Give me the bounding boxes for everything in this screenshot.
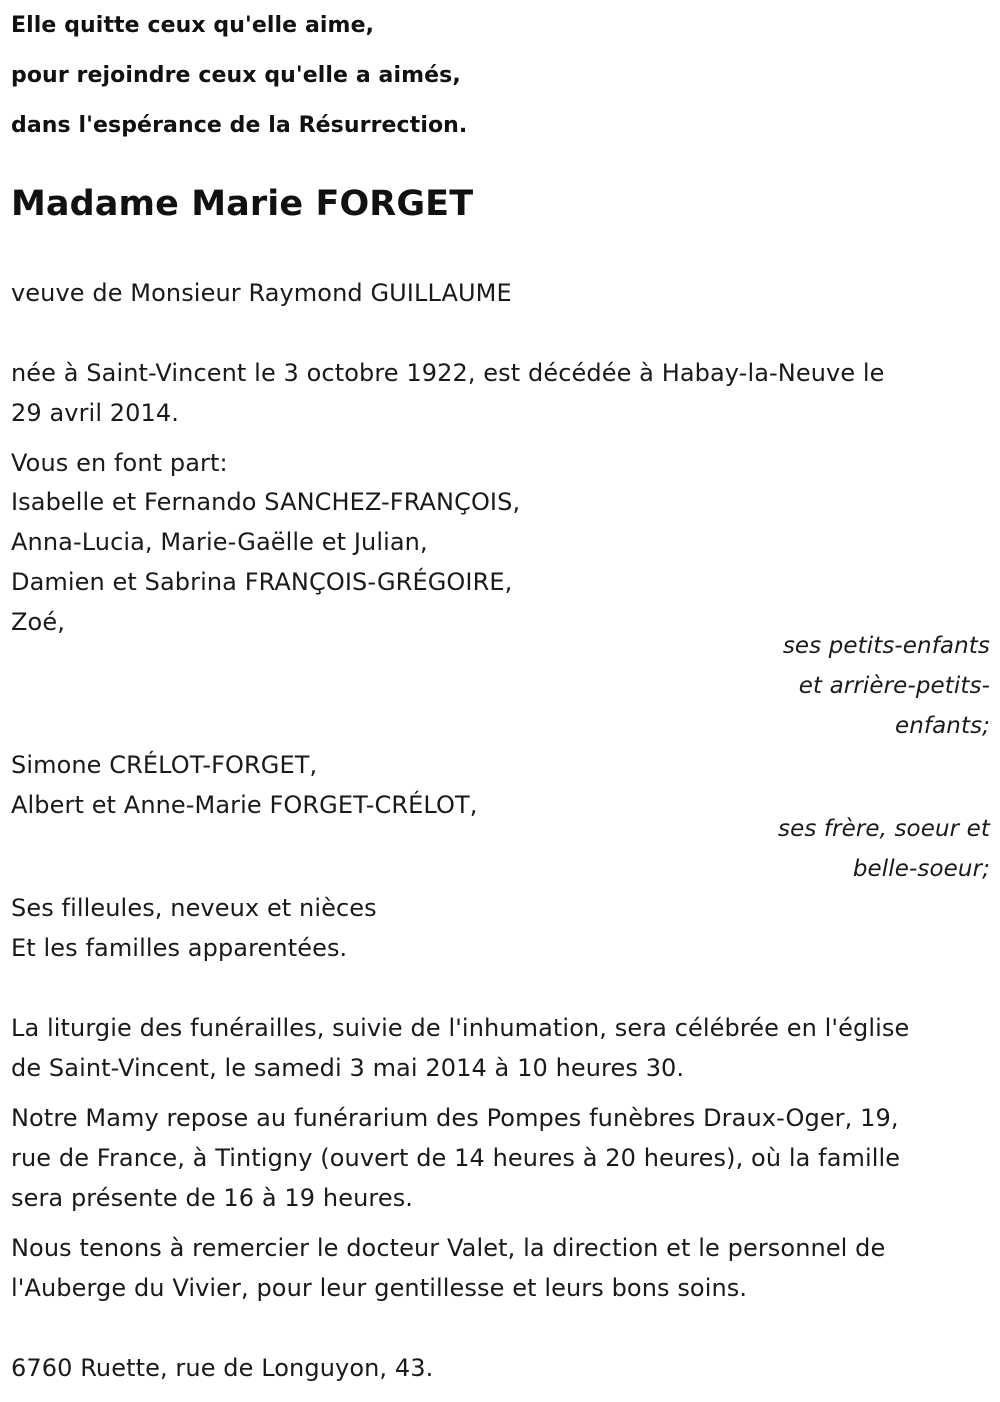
epitaph-line-3: dans l'espérance de la Résurrection. xyxy=(11,113,468,138)
thanks-line-2: l'Auberge du Vivier, pour leur gentillesse et leurs bons soins. xyxy=(11,1274,748,1302)
grandchildren-role-line-1: ses petits-enfants xyxy=(782,633,990,659)
deceased-name: Madame Marie FORGET xyxy=(11,184,474,224)
birth-death-line-1: née à Saint-Vincent le 3 octobre 1922, est décédée à Habay-la-Neuve le xyxy=(11,359,885,387)
funeral-home-line-3: sera présente de 16 à 19 heures. xyxy=(11,1184,414,1212)
grandchild-line-1: Isabelle et Fernando SANCHEZ-FRANÇOIS, xyxy=(11,488,521,516)
others-line-1: Ses filleules, neveux et nièces xyxy=(11,894,377,922)
grandchildren-role-line-2: et arrière-petits- xyxy=(798,673,990,699)
grandchildren-role-line-3: enfants; xyxy=(894,713,990,739)
siblings-role-line-2: belle-soeur; xyxy=(852,856,990,882)
announcers-intro: Vous en font part: xyxy=(11,449,228,477)
thanks-line-1: Nous tenons à remercier le docteur Valet, la direction et le personnel de xyxy=(11,1234,886,1262)
epitaph-line-1: Elle quitte ceux qu'elle aime, xyxy=(11,13,375,38)
siblings-role-line-1: ses frère, soeur et xyxy=(778,816,990,842)
grandchild-line-4: Zoé, xyxy=(11,608,65,636)
funeral-home-line-1: Notre Mamy repose au funérarium des Pompes funèbres Draux-Oger, 19, xyxy=(11,1104,899,1132)
liturgy-line-2: de Saint-Vincent, le samedi 3 mai 2014 à 10 heures 30. xyxy=(11,1054,685,1082)
others-line-2: Et les familles apparentées. xyxy=(11,934,348,962)
funeral-home-line-2: rue de France, à Tintigny (ouvert de 14 heures à 20 heures), où la famille xyxy=(11,1144,901,1172)
grandchild-line-3: Damien et Sabrina FRANÇOIS-GRÉGOIRE, xyxy=(11,568,513,596)
widow-of-line: veuve de Monsieur Raymond GUILLAUME xyxy=(11,279,512,307)
sibling-line-1: Simone CRÉLOT-FORGET, xyxy=(11,751,318,779)
address-line: 6760 Ruette, rue de Longuyon, 43. xyxy=(11,1354,434,1382)
birth-death-line-2: 29 avril 2014. xyxy=(11,399,180,427)
liturgy-line-1: La liturgie des funérailles, suivie de l'inhumation, sera célébrée en l'église xyxy=(11,1014,910,1042)
sibling-line-2: Albert et Anne-Marie FORGET-CRÉLOT, xyxy=(11,791,478,819)
epitaph-line-2: pour rejoindre ceux qu'elle a aimés, xyxy=(11,63,461,88)
grandchild-line-2: Anna-Lucia, Marie-Gaëlle et Julian, xyxy=(11,528,428,556)
